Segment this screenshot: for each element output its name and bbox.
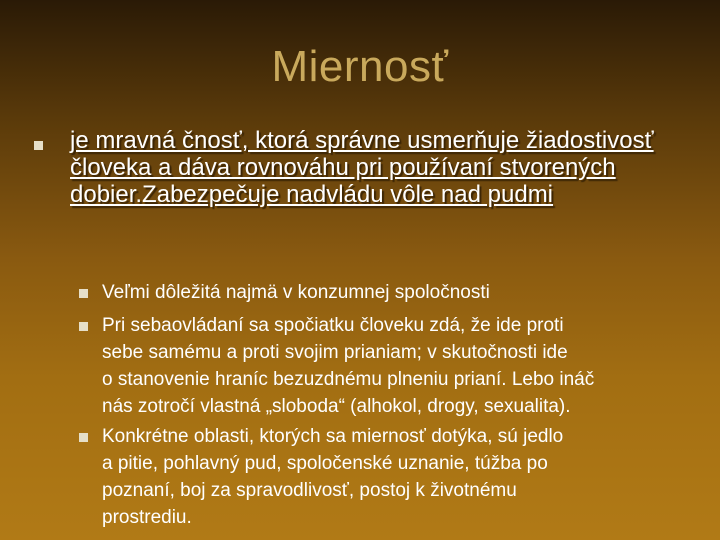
sub-bullet-line: sebe samému a proti svojim prianiam; v skutočnosti ide (102, 342, 568, 363)
sub-bullet-text (102, 423, 692, 531)
sub-bullet-icon (79, 433, 88, 442)
sub-bullet-line: poznaní, boj za spravodlivosť, postoj k životnému (102, 480, 517, 501)
sub-bullet-line: prostrediu. (102, 507, 192, 528)
main-bullet-text: je mravná čnosť, ktorá správne usmerňuje žiadostivosť človeka a dáva rovnováhu pri používaní stvorených dobier.Zabezpečuje nadvládu vôle nad pudmi (70, 127, 654, 208)
main-bullet-icon (34, 141, 43, 150)
sub-bullet-text (102, 312, 692, 420)
sub-bullet-line: Pri sebaovládaní sa spočiatku človeku zdá, že ide proti (102, 315, 564, 336)
sub-bullet-text (102, 279, 692, 306)
sub-bullet-line: Veľmi dôležitá najmä v konzumnej spoločnosti (102, 282, 490, 303)
slide-title: Miernosť (271, 42, 449, 91)
sub-bullet-line: o stanovenie hraníc bezuzdnému plneniu prianí. Lebo ináč (102, 369, 595, 390)
sub-bullet-line: a pitie, pohlavný pud, spoločenské uznanie, túžba po (102, 453, 548, 474)
sub-bullet-line: nás zotročí vlastná „sloboda“ (alhokol, drogy, sexualita). (102, 396, 571, 417)
sub-bullet-icon (79, 289, 88, 298)
sub-bullet-line: Konkrétne oblasti, ktorých sa miernosť dotýka, sú jedlo (102, 426, 564, 447)
sub-bullet-icon (79, 322, 88, 331)
